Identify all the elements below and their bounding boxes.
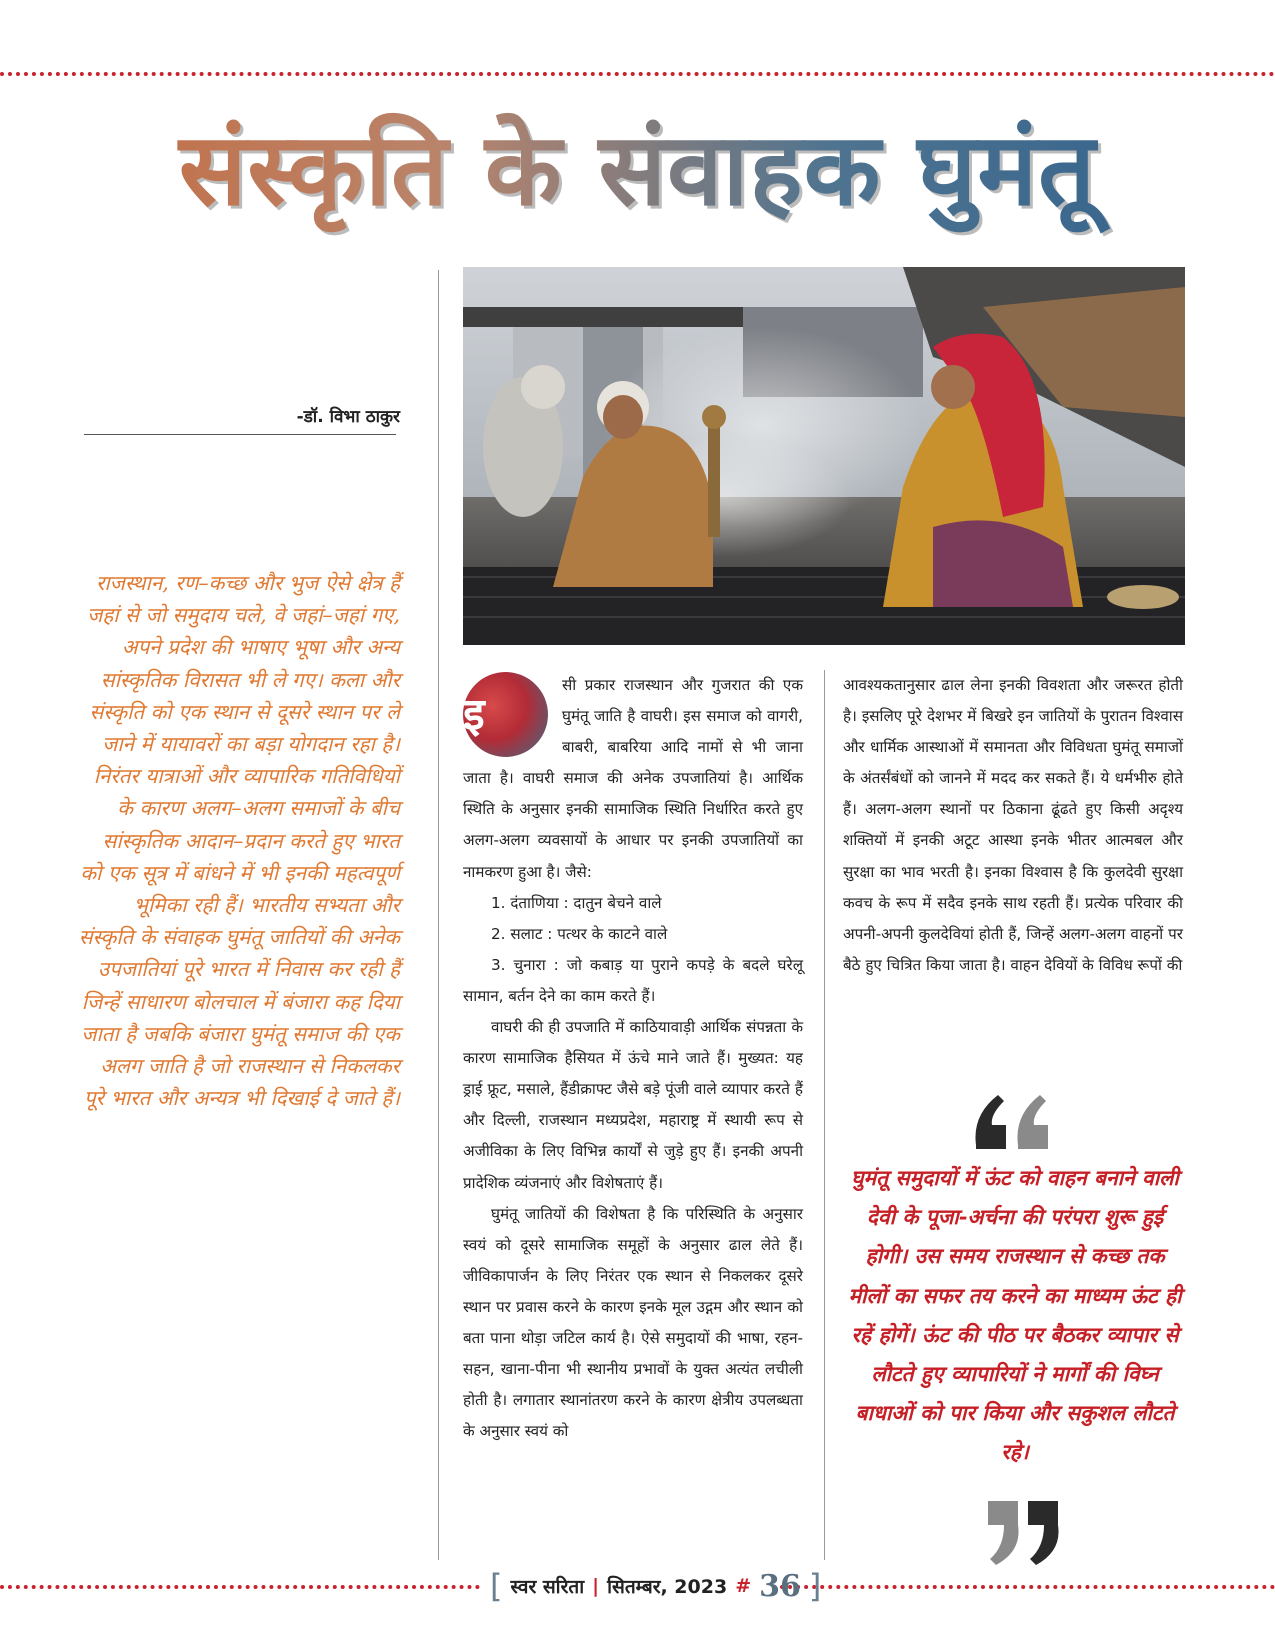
quote-open-icon: [968, 1085, 1058, 1155]
body-column-2: [843, 670, 1183, 981]
column-divider-left: [438, 270, 439, 1560]
footer-hash: #: [735, 1575, 752, 1597]
pullquote-right: घुमंतू समुदायों में ऊंट को वाहन बनाने वाली देवी के पूजा-अर्चना की परंपरा शुरू हुई होगी। उस समय राजस्थान से कच्छ तक मीलों का सफर तय करने का माध्यम ऊंट ही रहें होगें। ऊंट की पीठ पर बैठकर व्यापार से लौटते हुए व्यापारियों ने मार्गों की विघ्न बाधाओं को पार किया और सकुशल लौटते रहे।: [848, 1165, 1182, 1465]
headline: संस्कृति के संवाहक घुमंतू: [0, 95, 1275, 245]
byline-rule: [84, 434, 396, 435]
footer-bracket-right: ]: [808, 1567, 822, 1605]
footer-bracket-left: [: [490, 1567, 503, 1605]
pullquote-left: राजस्थान, रण–कच्छ और भुज ऐसे क्षेत्र हैं जहां से जो समुदाय चले, वे जहां–जहां गए, अपने प्रदेश की भाषाए भूषा और अन्य सांस्कृतिक विरासत भी ले गए। कला और संस्कृति को एक स्थान से दूसरे स्थान पर ले जाने में यायावरों का बड़ा योगदान रहा है। निरंतर यात्राओं और व्यापारिक गतिविधियों के कारण अलग–अलग समाजों के बीच सांस्कृतिक आदान–प्रदान करते हुए भारत को एक सूत्र में बांधने में भी इनकी महत्वपूर्ण भूमिका रही हैं। भारतीय सभ्यता और संस्कृति के संवाहक घुमंतू जातियों की अनेक उपजातियां पूरे भारत में निवास कर रही हैं जिन्हें साधारण बोलचाल में बंजारा कह दिया जाता है जबकि बंजारा घुमंतू समाज की एक अलग जाति है जो राजस्थान से निकलकर पूरे भारत और अन्यत्र भी दिखाई दे जाते हैं।: [78, 571, 400, 1111]
column-divider-right: [824, 670, 825, 1560]
top-dotted-rule: [0, 72, 1275, 76]
body-paragraph-2: वाघरी की ही उपजाति में काठियावाड़ी आर्थिक संपन्नता के कारण सामाजिक हैसियत में ऊंचे माने जाते हैं। मुख्यत: यह ड्राई फ्रूट, मसाले, हैंडीक्राफ्ट जैसे बड़े पूंजी वाले व्यापार करते हैं और दिल्ली, राजस्थान मध्यप्रदेश, महाराष्ट्र में स्थायी रूप से अजीविका के लिए विभिन्न कार्यों से जुड़े हुए हैं। इनकी अपनी प्रादेशिक व्यंजनाएं और विशेषताएं हैं।: [463, 1018, 803, 1192]
footer-separator: |: [592, 1575, 600, 1597]
list-item-3: 3. चुनारा : जो कबाड़ या पुराने कपड़े के बदले घरेलू सामान, बर्तन देने का काम करते हैं।: [463, 955, 803, 1005]
body-paragraph-1: सी प्रकार राजस्थान और गुजरात की एक घुमंतू जाति है वाघरी। इस समाज को वागरी, बाबरी, बाबरिया आदि नामों से भी जाना जाता है। वाघरी समाज की अनेक उपजातियां है। आर्थिक स्थिति के अनुसार इनकी सामाजिक स्थिति निर्धारित करते हुए अलग-अलग व्यवसायों के आधार पर इनकी उपजातियों का नामकरण हुआ है। जैसे:: [463, 676, 803, 881]
list-item-2: 2. सलाट : पत्थर के काटने वाले: [491, 924, 668, 943]
byline: -डॉ. विभा ठाकुर: [296, 407, 400, 427]
footer-magazine-name: स्वर सरिता: [510, 1576, 585, 1598]
page-number: 36: [759, 1568, 801, 1604]
list-item-1: 1. दंताणिया : दातुन बेचने वाले: [491, 893, 662, 912]
bottom-dotted-rule-right: [780, 1585, 1275, 1589]
footer-issue: सितम्बर, 2023: [607, 1576, 728, 1598]
body-column-1: [463, 670, 803, 1447]
article-photo: [463, 267, 1185, 645]
body-paragraph-4: आवश्यकतानुसार ढाल लेना इनकी विवशता और जरूरत होती है। इसलिए पूरे देशभर में बिखरे इन जातियों के पुरातन विश्वास और धार्मिक आस्थाओं में समानता और विविधता घुमंतू समाजों के अंतर्संबंधों को जानने में मदद कर सकते हैं। ये धर्मभीरु होते हैं। अलग-अलग स्थानों पर ठिकाना ढूंढते हुए किसी अदृश्य शक्तियों में इनकी अटूट आस्था इनके भीतर आत्मबल और सुरक्षा का भाव भरती है। इनका विश्वास है कि कुलदेवी सुरक्षा कवच के रूप में सदैव इनके साथ रहती हैं। प्रत्येक परिवार की अपनी-अपनी कुलदेवियां होती हैं, जिन्हें अलग-अलग वाहनों पर बैठे हुए चित्रित किया जाता है। वाहन देवियों के विविध रूपों की: [843, 676, 1183, 974]
page-footer: [490, 1566, 821, 1606]
dropcap: इ: [463, 672, 548, 757]
body-paragraph-3: घुमंतू जातियों की विशेषता है कि परिस्थिति के अनुसार स्वयं को दूसरे सामाजिक समूहों के अनुसार ढाल लेते हैं। जीविकापार्जन के लिए निरंतर एक स्थान से निकलकर दूसरे स्थान पर प्रवास करने के कारण इनके मूल उद्गम और स्थान को बता पाना थोड़ा जटिल कार्य है। ऐसे समुदायों की भाषा, रहन-सहन, खाना-पीना भी स्थानीय प्रभावों के युक्त अत्यंत लचीली होती है। लगातार स्थानांतरण करने के कारण क्षेत्रीय उपलब्धता के अनुसार स्वयं को: [463, 1204, 803, 1441]
bottom-dotted-rule-left: [0, 1585, 480, 1589]
quote-close-icon: [978, 1495, 1068, 1565]
